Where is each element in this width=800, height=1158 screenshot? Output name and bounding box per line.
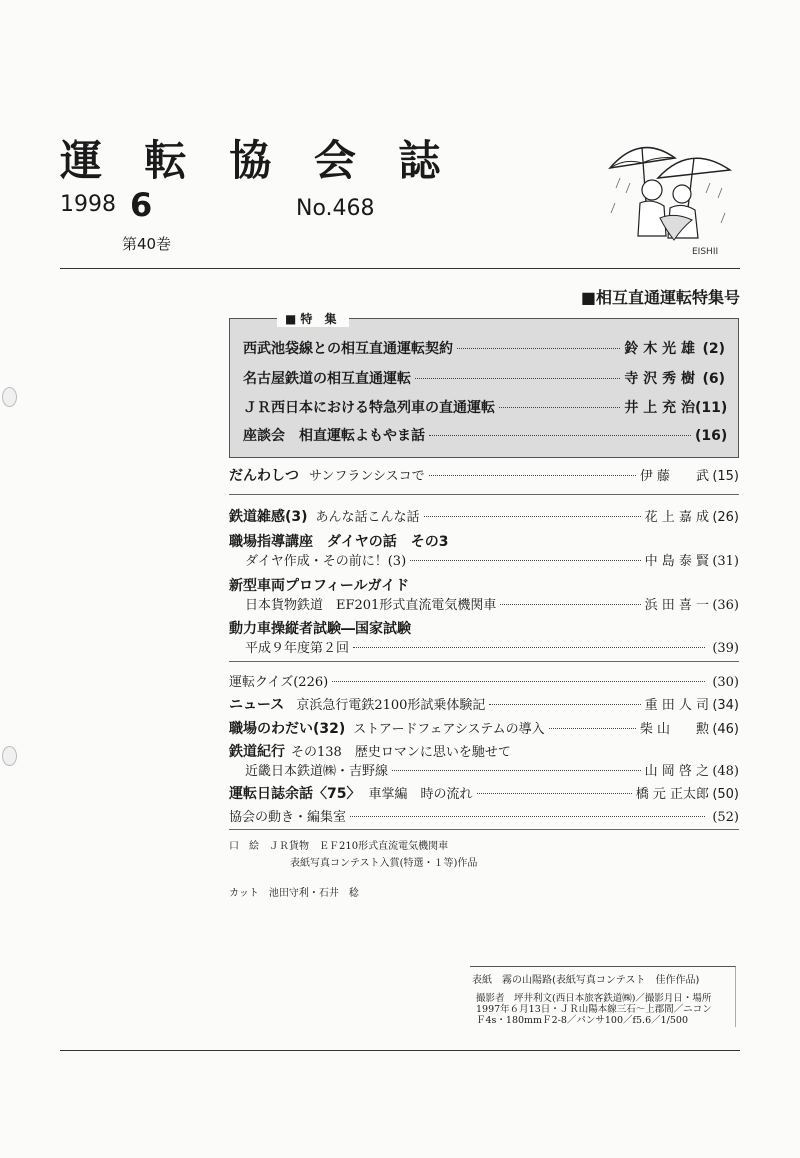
toc-item-heading[interactable]	[229, 741, 739, 761]
section-divider	[229, 494, 739, 495]
article-title: サンフランシスコで	[309, 469, 425, 484]
article-title: 西武池袋線との相互直通運転契約	[243, 341, 453, 357]
article-title: 車掌編 時の流れ	[368, 787, 473, 802]
article-title: 座談会 相直運転よもやま話	[243, 428, 425, 444]
author: 寺 沢 秀 樹	[624, 371, 695, 387]
section-divider	[229, 829, 739, 830]
cover-photo-details: 撮影者 坪井利文(西日本旅客鉄道㈱)／撮影月日・場所 1997年６月13日・ＪＲ山陽本線三石～上郡間／ニコン Ｆ4s・180mmＦ2-8／パンサ100／f5.6／1/500	[476, 993, 712, 1026]
author: 山 岡 啓 之	[644, 764, 709, 779]
series-title: 新型車両プロフィールガイド	[229, 578, 410, 594]
article-subtitle: 日本貨物鉄道 EF201形式直流電気機関車	[245, 598, 497, 613]
feature-label: ■特 集	[277, 310, 349, 327]
toc-item[interactable]	[229, 465, 739, 485]
article-title: ＪＲ西日本における特急列車の直通運転	[243, 400, 495, 416]
leader-dots	[489, 704, 640, 705]
footer-rule	[60, 1050, 740, 1051]
section-divider	[229, 661, 739, 662]
series-title: だんわしつ	[229, 468, 299, 484]
leader-dots	[500, 604, 640, 605]
leader-dots	[410, 560, 640, 561]
toc-item[interactable]	[229, 671, 739, 690]
article-title: あんな話こんな話	[315, 510, 420, 525]
leader-dots	[353, 647, 705, 648]
author: 柴 山 勲	[639, 722, 709, 737]
page-number: (11)	[695, 400, 728, 416]
page-number: (6)	[702, 371, 725, 387]
leader-dots	[332, 681, 705, 682]
article-title: ストアードフェアシステムの導入	[353, 722, 545, 737]
leader-dots	[477, 793, 632, 794]
toc-item-heading[interactable]	[229, 531, 739, 551]
article-title: 京浜急行電鉄2100形試乗体験記	[296, 698, 486, 713]
header-rule	[60, 268, 740, 269]
feature-item[interactable]	[243, 338, 725, 358]
author: 花 上 嘉 成	[644, 510, 709, 525]
toc-item-heading[interactable]	[229, 618, 739, 638]
leader-dots	[499, 407, 620, 408]
leader-dots	[415, 378, 620, 379]
page-number: (15)	[712, 469, 739, 484]
cover-title: 表紙 霧の山陽路(表紙写真コンテスト 佳作作品)	[472, 975, 700, 986]
series-title: 協会の動き・編集室	[229, 810, 347, 825]
page-number: (50)	[712, 787, 739, 802]
illustration-credit: カット 池田守利・石井 稔	[229, 888, 359, 899]
page-number: (34)	[712, 698, 739, 713]
page-number: (39)	[712, 641, 739, 656]
issue-month: 6	[130, 186, 153, 224]
article-title: その138 歴史ロマンに思いを馳せて	[291, 745, 511, 760]
series-title: 運転クイズ(226)	[229, 675, 329, 690]
journal-title: 運 転 協 会 誌	[60, 136, 455, 185]
page-number: (2)	[702, 341, 725, 357]
leader-dots	[424, 516, 641, 517]
issue-number: No.468	[296, 196, 375, 221]
series-title: 鉄道雑感(3)	[229, 509, 308, 525]
author: 橋 元 正太郎	[635, 787, 709, 802]
binder-hole	[2, 387, 17, 407]
toc-subitem[interactable]	[245, 550, 739, 569]
feature-item[interactable]	[243, 368, 725, 388]
toc-subitem[interactable]	[245, 594, 739, 613]
binder-hole	[2, 746, 17, 766]
author: 中 島 泰 賢	[644, 554, 709, 569]
series-title: 職場のわだい(32)	[229, 721, 346, 737]
page-number: (48)	[712, 764, 739, 779]
page-number: (30)	[712, 675, 739, 690]
author: 重 田 人 司	[644, 698, 709, 713]
author: 鈴 木 光 雄	[624, 341, 695, 357]
page-number: (31)	[712, 554, 739, 569]
page-number: (36)	[712, 598, 739, 613]
page-number: (26)	[712, 510, 739, 525]
article-subtitle: 平成９年度第２回	[245, 641, 350, 656]
series-title: ニュース	[229, 697, 285, 713]
leader-dots	[350, 816, 705, 817]
special-issue-heading: ■相互直通運転特集号	[580, 288, 740, 307]
series-title: 運転日誌余話〈75〉	[229, 786, 361, 802]
series-title: 動力車操縦者試験―国家試験	[229, 621, 411, 637]
series-title: 鉄道紀行	[229, 744, 285, 760]
leader-dots	[392, 770, 641, 771]
author: 井 上 充 治	[624, 400, 695, 416]
frontispiece-note: 口 絵 ＪＲ貨物 ＥＦ210形式直流電気機関車	[229, 841, 449, 852]
toc-item[interactable]	[229, 806, 739, 825]
page-number: (52)	[712, 810, 739, 825]
page-number: (16)	[695, 428, 728, 444]
toc-subitem[interactable]	[245, 637, 739, 656]
toc-item[interactable]	[229, 783, 739, 803]
issue-year: 1998	[60, 192, 116, 217]
leader-dots	[549, 728, 636, 729]
toc-item-heading[interactable]	[229, 575, 739, 595]
toc-item[interactable]	[229, 694, 739, 714]
author: 伊 藤 武	[639, 469, 709, 484]
toc-item[interactable]	[229, 718, 739, 738]
leader-dots	[457, 348, 620, 349]
article-title: 名古屋鉄道の相互直通運転	[243, 371, 411, 387]
toc-item[interactable]	[229, 506, 739, 526]
feature-item[interactable]	[243, 397, 728, 417]
leader-dots	[429, 435, 691, 436]
frontispiece-note-2: 表紙写真コンテスト入賞(特選・１等)作品	[290, 858, 478, 869]
leader-dots	[429, 475, 636, 476]
series-title: 職場指導講座 ダイヤの話 その3	[229, 534, 449, 550]
umbrella-children-illustration	[600, 128, 745, 258]
volume-number: 第40巻	[122, 235, 172, 253]
toc-subitem[interactable]	[245, 760, 739, 779]
article-subtitle: 近畿日本鉄道㈱・吉野線	[245, 764, 389, 779]
article-subtitle: ダイヤ作成・その前に！(3)	[245, 554, 407, 569]
author: 浜 田 喜 一	[644, 598, 709, 613]
page-number: (46)	[712, 722, 739, 737]
illustration-signature: EISHII	[692, 247, 719, 257]
feature-item[interactable]	[243, 425, 728, 445]
